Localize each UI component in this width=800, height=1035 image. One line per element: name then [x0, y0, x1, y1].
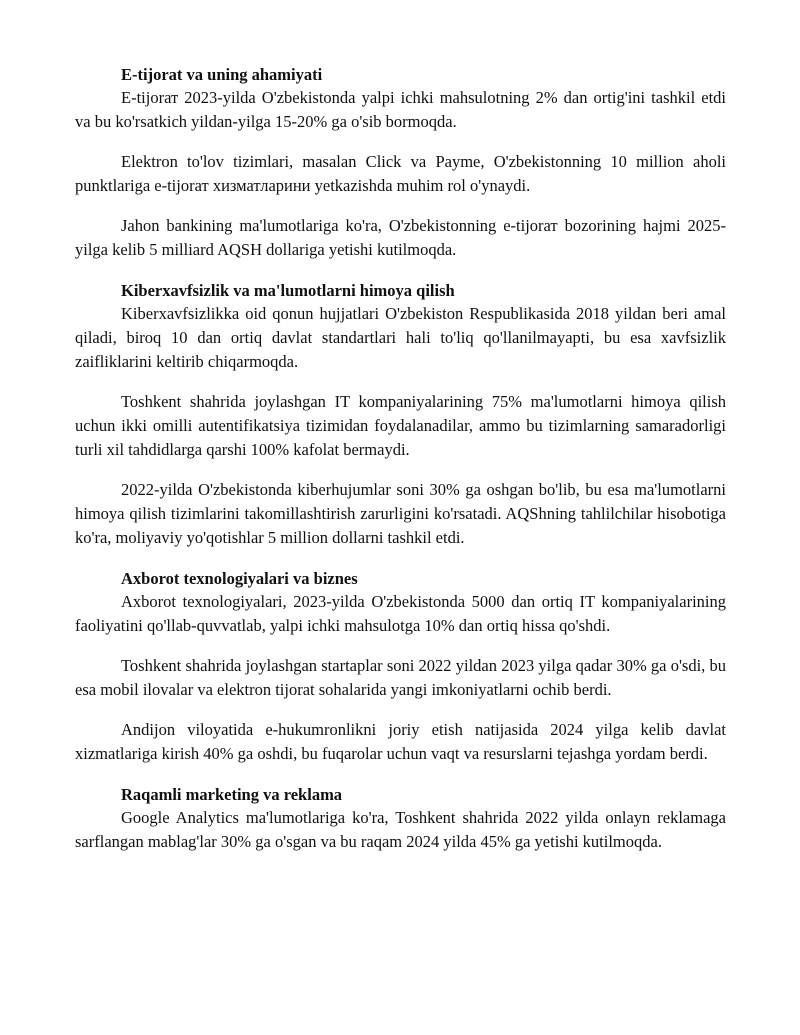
section-cybersecurity — [75, 280, 726, 550]
section-digital-marketing — [75, 784, 726, 854]
paragraph: Google Analytics ma'lumotlariga ko'ra, Toshkent shahrida 2022 yilda onlayn reklamaga sarflangan mablag'lar 30% ga o'sgan va bu raqam 2024 yilda 45% ga yetishi kutilmoqda. — [75, 808, 726, 851]
section-title: Axborot texnologiyalari va biznes — [121, 569, 358, 588]
paragraph: Toshkent shahrida joylashgan startaplar soni 2022 yildan 2023 yilga qadar 30% ga o'sdi, bu esa mobil ilovalar va elektron tijorat sohalarida yangi imkoniyatlarni ochib berdi. — [75, 656, 726, 699]
section-title: Raqamli marketing va reklama — [121, 785, 343, 804]
paragraph: Andijon viloyatida e-hukumronlikni joriy etish natijasida 2024 yilga kelib davlat xizmatlariga kirish 40% ga oshdi, bu fuqarolar uchun vaqt va resurslarni tejashga yordam berdi. — [75, 720, 726, 763]
paragraph: Jahon bankining ma'lumotlariga ko'ra, O'zbekistonning e-tijorат bozorining hajmi 2025-yilga kelib 5 milliard AQSH dollariga yetishi kutilmoqda. — [75, 216, 726, 259]
document-page — [75, 64, 726, 854]
paragraph: Toshkent shahrida joylashgan IT kompaniyalarining 75% ma'lumotlarni himoya qilish uchun ikki omilli autentifikatsiya tizimidan foydalanadilar, ammo bu tizimlarning samaradorligi turli xil tahdidlarga qarshi 100% kafolat bermaydi. — [75, 392, 726, 459]
paragraph: 2022-yilda O'zbekistonda kiberhujumlar soni 30% ga oshgan bo'lib, bu esa ma'lumotlarni himoya qilish tizimlarini takomillashtirish zarurligini ko'rsatadi. AQShning tahlilchilar hisobotiga ko'ra, moliyaviy yo'qotishlar 5 million dollarni tashkil etdi. — [75, 480, 726, 547]
paragraph: Kiberxavfsizlikka oid qonun hujjatlari O'zbekiston Respublikasida 2018 yildan beri amal qiladi, biroq 10 dan ortiq davlat standartlari hali to'liq qo'llanilmayapti, bu esa xavfsizlik zaifliklarini keltirib chiqarmoqda. — [75, 304, 726, 371]
paragraph: Elektron to'lov tizimlari, masalan Click va Payme, O'zbekistonning 10 million aholi punktlariga e-tijorат хизматларини yetkazishda muhim rol o'ynaydi. — [75, 152, 726, 195]
section-title: E-tijorat va uning ahamiyati — [121, 65, 323, 84]
section-title: Kiberxavfsizlik va ma'lumotlarni himoya qilish — [121, 281, 455, 300]
section-e-commerce — [75, 64, 726, 262]
paragraph: E-tijorат 2023-yilda O'zbekistonda yalpi ichki mahsulotning 2% dan ortig'ini tashkil etdi va bu ko'rsatkich yildan-yilga 15-20% ga o'sib bormoqda. — [75, 88, 726, 131]
section-it-business — [75, 568, 726, 766]
paragraph: Axborot texnologiyalari, 2023-yilda O'zbekistonda 5000 dan ortiq IT kompaniyalarining faoliyatini qo'llab-quvvatlab, yalpi ichki mahsulotga 10% dan ortiq hissa qo'shdi. — [75, 592, 726, 635]
